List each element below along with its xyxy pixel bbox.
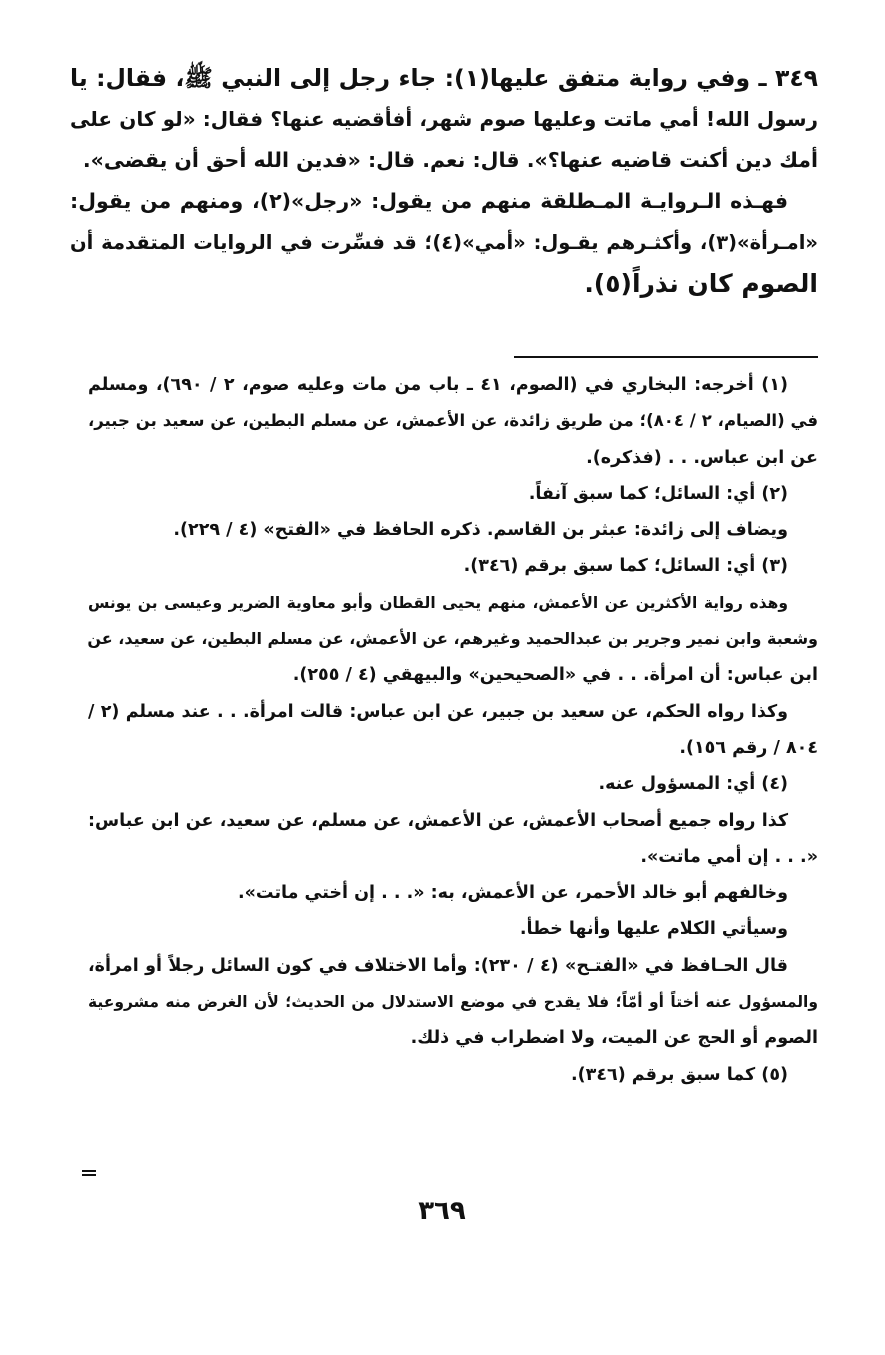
footnote-line: وهذه رواية الأكثرين عن الأعمش، منهم يحيى القطان وأبو معاوية الضرير وعيسى بن يونس [88,593,788,612]
hadith-line: رسول الله! أمي ماتت وعليها صوم شهر، أفأقضيه عنها؟ فقال: «لو كان على [70,107,818,131]
footnote-line: كذا رواه جميع أصحاب الأعمش، عن الأعمش، عن مسلم، عن سعيد، عن ابن عباس: [88,810,788,831]
footnote-line: ٨٠٤ / رقم ١٥٦). [679,737,818,758]
footnote-line: وخالفهم أبو خالد الأحمر، عن الأعمش، به: «. . . إن أختي ماتت». [237,883,788,904]
commentary-line: الصوم كان نذراً(٥). [584,269,818,298]
footnote-line: في (الصيام، ٢ / ٨٠٤)؛ من طريق زائدة، عن الأعمش، عن مسلم البطين، عن سعيد بن جبير، [88,411,818,431]
page-number: ٣٦٩ [418,1196,466,1226]
footnote-line: وكذا رواه الحكم، عن سعيد بن جبير، عن ابن عباس: قالت امرأة. . . عند مسلم (٢ / [88,701,788,722]
footnote-line: وشعبة وابن نمير وجرير بن عبدالحميد وغيرهم، عن الأعمش، عن مسلم البطين، عن سعيد، عن [87,629,818,649]
main-text [70,58,818,304]
footnote-line: والمسؤول عنه أختاً أو أمّاً؛ فلا يقدح في موضع الاستدلال من الحديث؛ لأن الغرض منه مشروعية [88,993,818,1012]
footnote-line: «. . . إن أمي ماتت». [640,846,818,867]
hadith-line: أمك دين أكنت قاضيه عنها؟». قال: نعم. قال: «فدين الله أحق أن يقضى». [82,148,818,172]
commentary-line: «امـرأة»(٣)، وأكثـرهم يقـول: «أمي»(٤)؛ قد فسِّرت في الروايات المتقدمة أن [70,231,818,254]
margin-mark [82,1170,96,1178]
footnote-line: الصوم أو الحج عن الميت، ولا اضطراب في ذلك. [410,1028,818,1049]
footnote-divider [514,356,818,358]
footnote-line: ابن عباس: أن امرأة. . . في «الصحيحين» والبيهقي (٤ / ٢٥٥). [292,665,818,686]
footnote-line: (٢) أي: السائل؛ كما سبق آنفاً. [528,483,788,504]
footnote-line: قال الحـافظ في «الفتـح» (٤ / ٢٣٠): وأما الاختلاف في كون السائل رجلاً أو امرأة، [88,955,788,976]
footnote-line: (٥) كما سبق برقم (٣٤٦). [570,1064,788,1085]
footnote-line: ويضاف إلى زائدة: عبثر بن القاسم. ذكره الحافظ في «الفتح» (٤ / ٢٢٩). [173,520,788,541]
footnote-line: (٤) أي: المسؤول عنه. [598,774,788,795]
footnote-line: عن ابن عباس. . . (فذكره). [586,447,818,468]
commentary-line: فهـذه الـروايـة المـطلقة منهم من يقول: «رجل»(٢)، ومنهم من يقول: [70,189,788,213]
footnotes [88,367,818,1093]
hadith-line: ٣٤٩ ـ وفي رواية متفق عليها(١): جاء رجل إلى النبي ﷺ، فقال: يا [70,64,819,92]
footnote-line: (٣) أي: السائل؛ كما سبق برقم (٣٤٦). [463,556,788,577]
footnote-line: وسيأتي الكلام عليها وأنها خطأ. [519,919,788,940]
footnote-line: (١) أخرجه: البخاري في (الصوم، ٤١ ـ باب من مات وعليه صوم، ٢ / ٦٩٠)، ومسلم [88,375,788,395]
